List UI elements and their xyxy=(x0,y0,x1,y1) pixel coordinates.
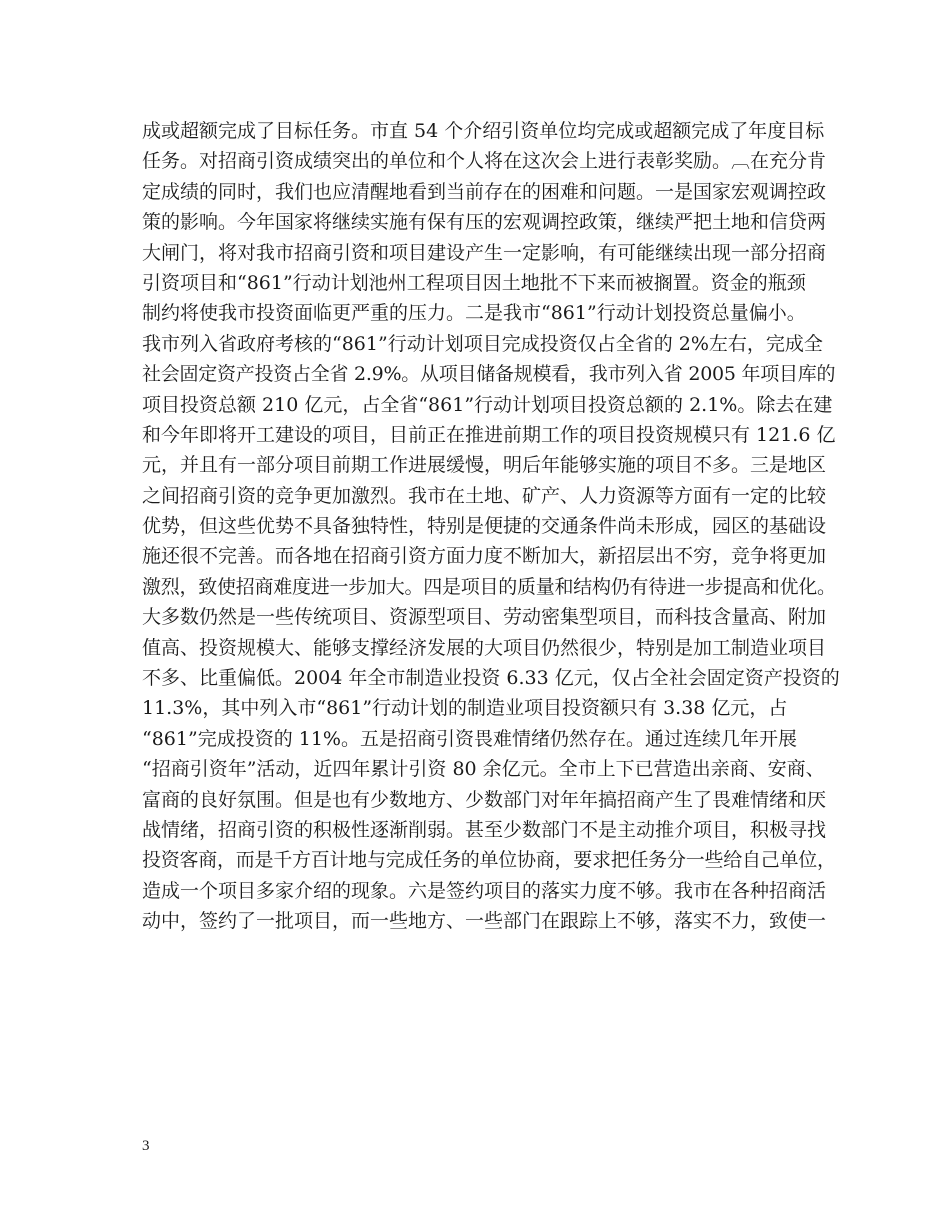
text-line: 不多、比重偏低。2004 年全市制造业投资 6.33 亿元，仅占全社会固定资产投资的 xyxy=(142,667,840,690)
text-line: 战情绪，招商引资的积极性逐渐削弱。甚至少数部门不是主动推介项目，积极寻找 xyxy=(142,818,827,841)
text-line: 动中，签约了一批项目，而一些地方、一些部门在跟踪上不够，落实不力，致使一 xyxy=(142,910,827,933)
text-line: 11.3%，其中列入市“861”行动计划的制造业项目投资额只有 3.38 亿元，占 xyxy=(142,697,788,720)
text-line: 富商的良好氛围。但是也有少数地方、少数部门对年年搞招商产生了畏难情绪和厌 xyxy=(142,788,827,811)
text-line: 定成绩的同时，我们也应清醒地看到当前存在的困难和问题。一是国家宏观调控政 xyxy=(142,180,827,203)
text-line: 大多数仍然是一些传统项目、资源型项目、劳动密集型项目，而科技含量高、附加 xyxy=(142,606,827,629)
text-line: “861”完成投资的 11%。五是招商引资畏难情绪仍然存在。通过连续几年开展 xyxy=(142,727,797,750)
page-number: 3 xyxy=(142,1138,150,1154)
text-line: 我市列入省政府考核的“861”行动计划项目完成投资仅占全省的 2%左右，完成全 xyxy=(142,332,823,355)
text-line: 任务。对招商引资成绩突出的单位和个人将在这次会上进行表彰奖励。︹在充分肯 xyxy=(142,150,827,173)
text-line: 激烈，致使招商难度进一步加大。四是项目的质量和结构仍有待进一步提高和优化。 xyxy=(142,575,836,598)
text-line: 制约将使我市投资面临更严重的压力。二是我市“861”行动计划投资总量偏小。 xyxy=(142,302,806,325)
text-line: 之间招商引资的竞争更加激烈。我市在土地、矿产、人力资源等方面有一定的比较 xyxy=(142,484,827,507)
text-line: “招商引资年”活动，近四年累计引资 80 余亿元。全市上下已营造出亲商、安商、 xyxy=(142,758,825,781)
text-line: 元，并且有一部分项目前期工作进展缓慢，明后年能够实施的项目不多。三是地区 xyxy=(142,454,827,477)
text-line: 成或超额完成了目标任务。市直 54 个介绍引资单位均完成或超额完成了年度目标 xyxy=(142,120,825,142)
text-line: 社会固定资产投资占全省 2.9%。从项目储备规模看，我市列入省 2005 年项目库的 xyxy=(142,363,836,386)
text-line: 造成一个项目多家介绍的现象。六是签约项目的落实力度不够。我市在各种招商活 xyxy=(142,879,827,902)
body-paragraph xyxy=(142,116,842,937)
text-line: 值高、投资规模大、能够支撑经济发展的大项目仍然很少，特别是加工制造业项目 xyxy=(142,636,827,659)
text-line: 策的影响。今年国家将继续实施有保有压的宏观调控政策，继续严把土地和信贷两 xyxy=(142,211,827,234)
text-line: 和今年即将开工建设的项目，目前正在推进前期工作的项目投资规模只有 121.6 亿 xyxy=(142,423,836,446)
text-line: 施还很不完善。而各地在招商引资方面力度不断加大，新招层出不穷，竞争将更加 xyxy=(142,545,827,568)
text-line: 大闸门，将对我市招商引资和项目建设产生一定影响，有可能继续出现一部分招商 xyxy=(142,241,827,264)
text-line: 投资客商，而是千方百计地与完成任务的单位协商，要求把任务分一些给自己单位， xyxy=(142,849,836,872)
text-line: 引资项目和“861”行动计划池州工程项目因土地批不下来而被搁置。资金的瓶颈 xyxy=(142,271,806,294)
text-line: 项目投资总额 210 亿元，占全省“861”行动计划项目投资总额的 2.1%。除去在建 xyxy=(142,393,833,416)
text-line: 优势，但这些优势不具备独特性，特别是便捷的交通条件尚未形成，园区的基础设 xyxy=(142,515,827,538)
